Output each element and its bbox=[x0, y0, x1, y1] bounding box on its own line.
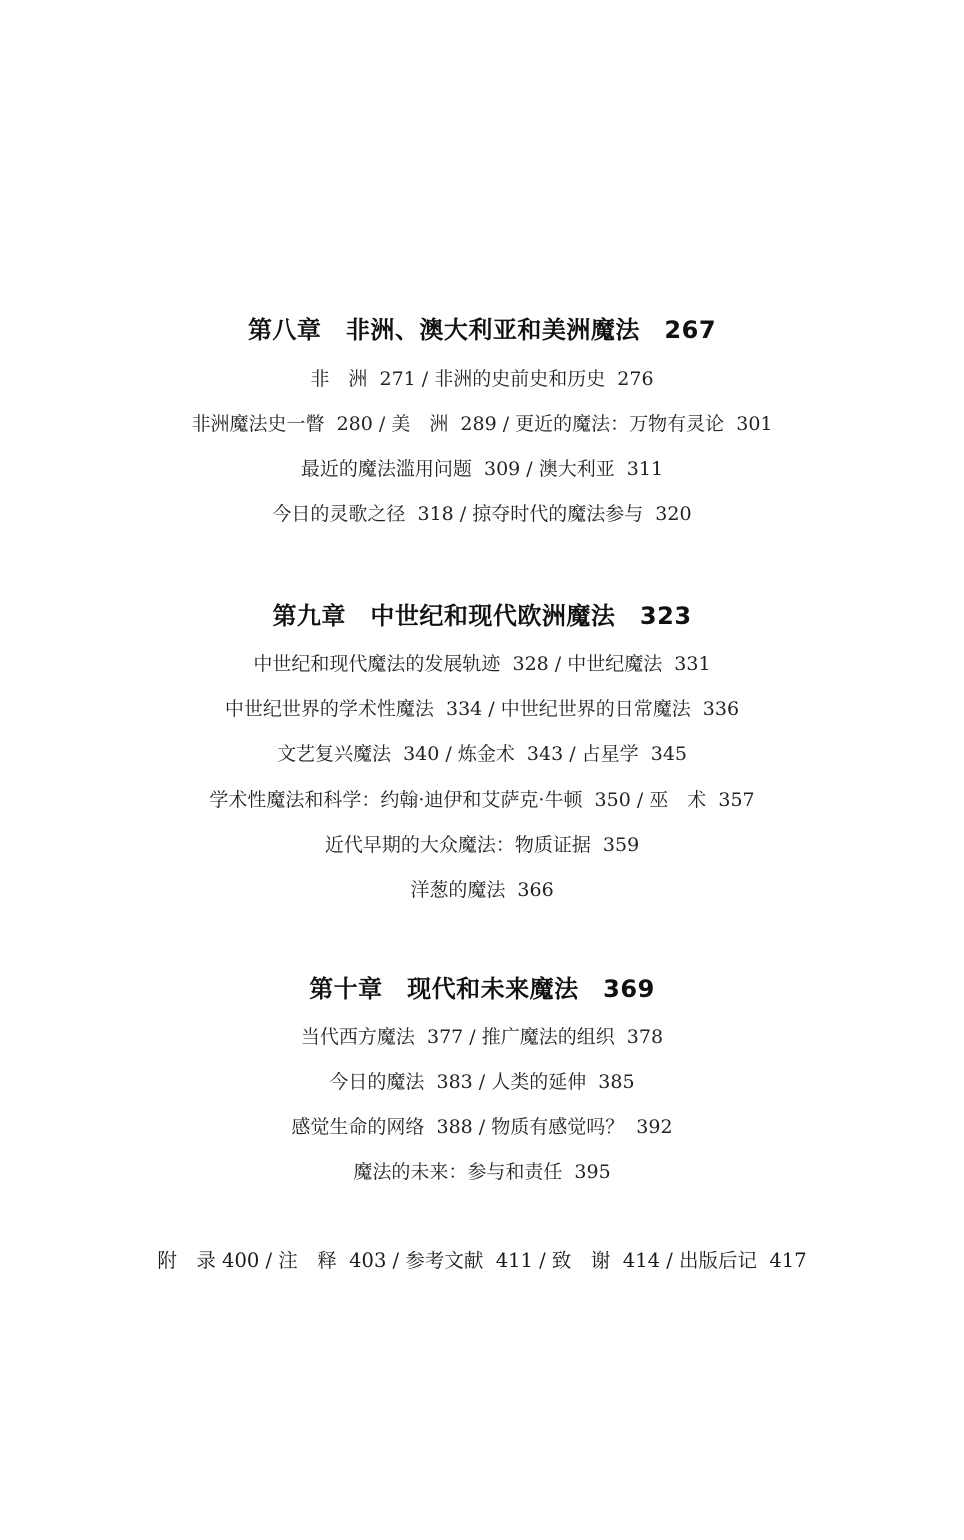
chapter-9-line-6: 洋葱的魔法 366 bbox=[410, 879, 554, 901]
chapter-8-line-4: 今日的灵歌之径 318 / 掠夺时代的魔法参与 320 bbox=[272, 503, 692, 525]
chapter-9-line-5: 近代早期的大众魔法：物质证据 359 bbox=[324, 834, 640, 856]
chapter-9-line-3: 文艺复兴魔法 340 / 炼金术 343 / 占星学 345 bbox=[277, 743, 687, 765]
chapter-10-line-3: 感觉生命的网络 388 / 物质有感觉吗？ 392 bbox=[291, 1116, 673, 1138]
chapter-10-line-1: 当代西方魔法 377 / 推广魔法的组织 378 bbox=[300, 1026, 664, 1048]
chapter-8-line-2: 非洲魔法史一瞥 280 / 美 洲 289 / 更近的魔法：万物有灵论 301 bbox=[191, 413, 773, 435]
chapter-9-line-4: 学术性魔法和科学：约翰·迪伊和艾萨克·牛顿 350 / 巫 术 357 bbox=[209, 789, 755, 811]
chapter-8-line-3: 最近的魔法滥用问题 309 / 澳大利亚 311 bbox=[300, 458, 664, 480]
chapter-9-line-1: 中世纪和现代魔法的发展轨迹 328 / 中世纪魔法 331 bbox=[253, 653, 711, 675]
chapter-9-line-2: 中世纪世界的学术性魔法 334 / 中世纪世界的日常魔法 336 bbox=[224, 698, 740, 720]
chapter-8-line-1: 非 洲 271 / 非洲的史前史和历史 276 bbox=[310, 368, 654, 390]
chapter-10-line-2: 今日的魔法 383 / 人类的延伸 385 bbox=[329, 1071, 635, 1093]
chapter-8-title: 第八章 非洲、澳大利亚和美洲魔法 267 bbox=[247, 316, 717, 344]
chapter-10-title: 第十章 现代和未来魔法 369 bbox=[309, 975, 655, 1003]
appendix-line: 附 录 400 / 注 释 403 / 参考文献 411 / 致 谢 414 / 出版后记 417 bbox=[157, 1249, 807, 1272]
chapter-10-line-4: 魔法的未来：参与和责任 395 bbox=[353, 1161, 611, 1183]
chapter-9-title: 第九章 中世纪和现代欧洲魔法 323 bbox=[272, 602, 692, 630]
